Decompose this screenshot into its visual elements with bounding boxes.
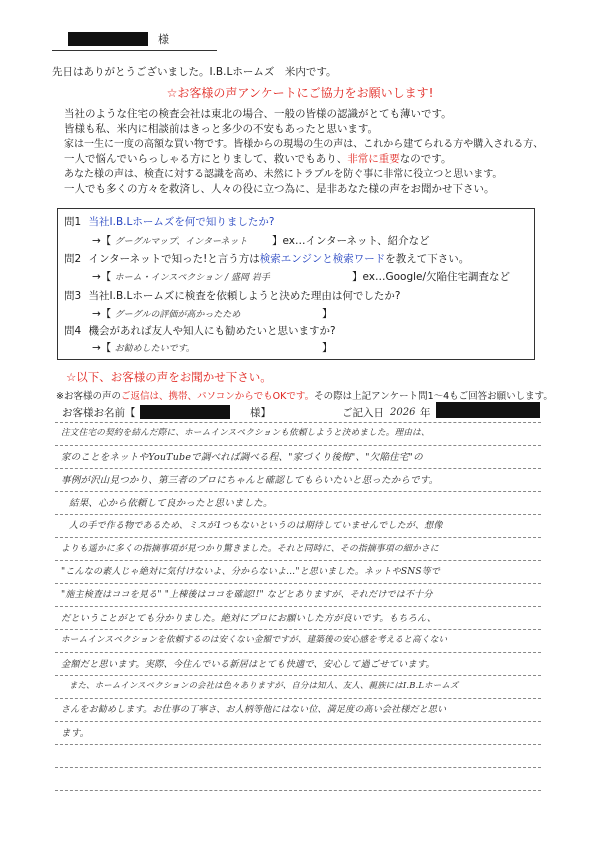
reply-notice-c: その際は上記アンケート問1～4もご回答お願いします。	[314, 391, 553, 402]
ruled-line	[55, 560, 541, 561]
ruled-line	[55, 790, 541, 791]
redacted-recipient-name	[68, 32, 148, 46]
answer-2-row	[92, 271, 270, 285]
handwritten-line-1: 注文住宅の契約を結んだ際に、ホームインスペクションも依頼しようと決めました。理由は、	[61, 428, 430, 438]
handwritten-line-14: ます。	[61, 728, 90, 739]
handwritten-line-5: 人の手で作る物であるため、ミスが1つもないというのは期待していませんでしたが、想像	[69, 521, 443, 531]
handwritten-line-11: 金額だと思います。実際、今住んでいる新居はとても快適で、安心して過ごせています。	[61, 659, 435, 670]
ruled-line	[55, 698, 541, 699]
voice-heading: ☆以下、お客様の声をお聞かせ下さい。	[66, 370, 272, 384]
handwritten-line-3: 事例が沢山見つかり、第三者のプロにちゃんと確認してもらいたいと思ったからです。	[61, 475, 439, 486]
handwritten-line-8: "施主検査はココを見る" "上棟後はココを確認!!" などとありますが、それだけでは不十分	[61, 590, 433, 600]
ruled-line	[55, 583, 541, 584]
handwritten-line-6: よりも遥かに多くの指摘事項が見つかり驚きました。それと同時に、その指摘事項の細かさに	[61, 544, 439, 554]
handwritten-line-9: だということがとても分かりました。絶対にプロにお願いした方が良いです。もちろん、	[61, 613, 437, 624]
question-2-text-c: を教えて下さい。	[385, 253, 470, 265]
question-2-text-emphasis: 検索エンジンと検索ワード	[259, 253, 386, 265]
intro-line-4-c: なのです。	[399, 153, 452, 165]
handwritten-line-2: 家のことをネットやYouTubeで調べれば調べる程、"家づくり後悔"、"欠陥住宅"の	[61, 452, 423, 463]
answer-1-row	[92, 235, 248, 249]
ruled-line	[55, 445, 541, 446]
question-4-text: 機会があれば友人や知人にも勧めたいと思いますか?	[88, 325, 336, 337]
handwritten-line-12: また、ホームインスペクションの会社は色々ありますが、自分は知人、友人、親族にはI.B.Lホームズ	[69, 680, 459, 690]
intro-line-1: 当社のような住宅の検査会社は東北の場合、一般の皆様の認識がとても薄いです。	[64, 108, 452, 120]
handwriting-area	[55, 408, 541, 808]
ruled-line	[55, 675, 541, 676]
ruled-line	[55, 652, 541, 653]
ruled-line	[55, 721, 541, 722]
reply-notice-a: ※お客様の声の	[56, 391, 121, 402]
intro-line-4	[64, 153, 451, 166]
question-2-text-a: インターネットで知った!と言う方は	[88, 253, 260, 265]
ruled-line	[55, 468, 541, 469]
ruled-line	[55, 629, 541, 630]
answer-3-suffix: 】	[322, 308, 333, 320]
answer-1-suffix: 】ex…インターネット、紹介など	[272, 235, 430, 247]
question-3	[64, 290, 400, 303]
answer-3-text: グーグルの評価が高かったため	[114, 310, 241, 320]
answer-4-prefix: →【	[92, 342, 112, 354]
answer-3-prefix: →【	[92, 308, 112, 320]
survey-banner: ☆お客様の声アンケートにご協力をお願いします!	[166, 86, 434, 100]
question-3-text: 当社I.B.Lホームズに検査を依頼しようと決めた理由は何でしたか?	[88, 290, 401, 302]
question-1-number: 問1	[64, 216, 82, 228]
date-label: ご記入日	[342, 407, 384, 419]
ruled-line	[55, 606, 541, 607]
question-4-number: 問4	[64, 325, 82, 337]
question-2-number: 問2	[64, 253, 82, 265]
date-year-unit: 年	[420, 407, 431, 419]
intro-line-5: あなた様の声は、検査に対する認識を高め、未然にトラブルを防ぐ事に非常に役立つと思います。	[64, 169, 503, 180]
answer-2-text: ホーム・インスペクション / 盛岡 岩手	[114, 273, 270, 283]
header-underline	[52, 50, 217, 51]
intro-line-4-emphasis: 非常に重要	[347, 153, 400, 165]
customer-name-label: お客様お名前【	[62, 407, 136, 419]
ruled-line	[55, 422, 541, 423]
reply-notice-emphasis: ご返信は、携帯、パソコンからでもOKです。	[120, 391, 315, 402]
answer-2-prefix: →【	[92, 271, 112, 283]
question-1	[64, 216, 274, 229]
answer-3-row	[92, 308, 240, 322]
recipient-suffix: 様	[158, 33, 169, 46]
customer-name-suffix: 様】	[250, 407, 271, 419]
ruled-line	[55, 767, 541, 768]
greeting-text: 先日はありがとうございました。I.B.Lホームズ 米内です。	[52, 66, 337, 78]
intro-line-6: 一人でも多くの方々を救済し、人々の役に立つ為に、是非あなた様の声をお聞かせ下さい。	[64, 183, 495, 195]
ruled-line	[55, 491, 541, 492]
answer-4-text: お勧めしたいです。	[114, 344, 195, 354]
handwritten-line-7: "こんなの素人じゃ絶対に気付けないよ、分からないよ…"と思いました。ネットやSNS等で	[61, 567, 441, 577]
handwritten-line-13: さんをお勧めします。お仕事の丁寧さ、お人柄等他にはない位、満足度の高い会社様だと思い	[61, 705, 447, 715]
handwritten-line-10: ホームインスペクションを依頼するのは安くない金額ですが、建築後の安心感を考えると高くない	[61, 635, 448, 645]
intro-line-4-a: 一人で悩んでいらっしゃる方にとりまして、救いでもあり、	[64, 153, 348, 165]
answer-1-text: グーグルマップ、インターネット	[114, 237, 248, 247]
ruled-line	[55, 537, 541, 538]
answer-1-prefix: →【	[92, 235, 112, 247]
answer-2-suffix: 】ex…Google/欠陥住宅調査など	[352, 271, 511, 283]
handwritten-line-4: 結果、心から依頼して良かったと思いました。	[69, 498, 273, 509]
question-1-text: 当社I.B.Lホームズを何で知りましたか?	[88, 216, 275, 228]
answer-4-row	[92, 342, 195, 356]
question-3-number: 問3	[64, 290, 82, 302]
question-4	[64, 325, 336, 338]
date-year: 2026	[390, 407, 416, 418]
ruled-line	[55, 514, 541, 515]
intro-line-2: 皆様も私、米内に相談前はきっと多少の不安もあったと思います。	[64, 123, 379, 135]
question-2	[64, 253, 469, 266]
intro-line-3: 家は一生に一度の高額な買い物です。皆様からの現場の生の声は、これから建てられる方や購入される方、	[64, 139, 544, 150]
ruled-line	[55, 744, 541, 745]
answer-4-suffix: 】	[322, 342, 333, 354]
